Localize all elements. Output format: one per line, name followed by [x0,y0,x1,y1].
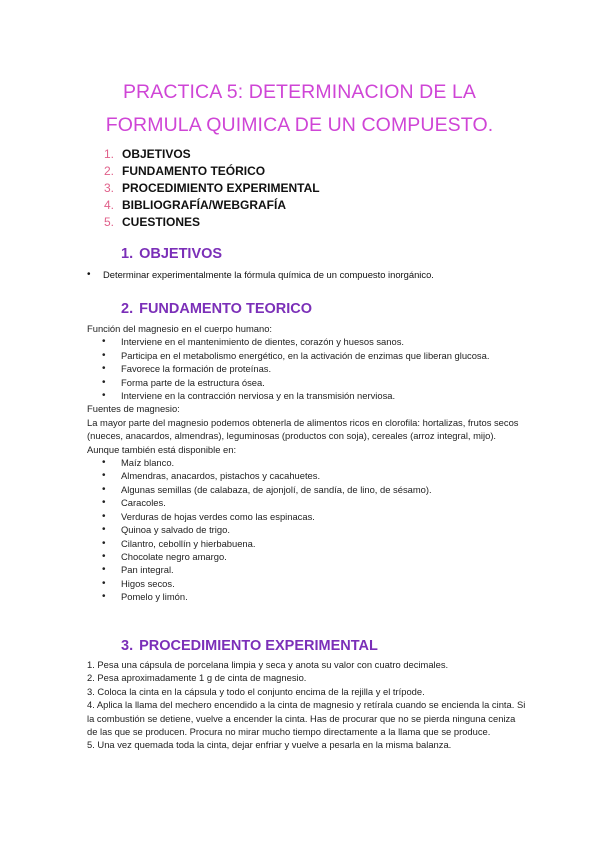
fundamento-body [87,322,527,604]
list-item: • Chocolate negro amargo. [87,550,527,563]
list-item: • Caracoles. [87,496,527,509]
list-item: • Participa en el metabolismo energético, en la activación de enzimas que liberan glucosa. [87,349,527,362]
section-heading-procedimiento [121,638,378,654]
title-line-2: FORMULA QUIMICA DE UN COMPUESTO. [105,114,494,136]
list-item: • Pan integral. [87,563,527,576]
toc-number: 2. [104,164,115,178]
toc-item [104,197,320,214]
toc-label: FUNDAMENTO TEÓRICO [122,164,266,178]
functions-intro: Función del magnesio en el cuerpo humano: [87,323,273,334]
list-item: • Algunas semillas (de calabaza, de ajonjolí, de sandía, de lino, de sésamo). [87,483,527,496]
list-item: • Maíz blanco. [87,456,527,469]
section-number: 2. [121,301,134,317]
section-heading-objetivos [121,246,222,262]
objective-text: Determinar experimentalmente la fórmula química de un compuesto inorgánico. [103,269,434,280]
list-item: • Higos secos. [87,577,527,590]
list-item: • Verduras de hojas verdes como las espinacas. [87,510,527,523]
procedure-step: 3. Coloca la cinta en la cápsula y todo el conjunto encima de la rejilla y el trípode. [87,685,425,697]
toc-item [104,163,320,180]
toc-label: OBJETIVOS [122,147,191,161]
bullet-icon: • [87,269,91,280]
sources-label: Fuentes de magnesio: [87,403,180,415]
list-item: • Forma parte de la estructura ósea. [87,376,527,389]
procedure-step: 4. Aplica la llama del mechero encendido a la cinta de magnesio y retírala cuando se encienda la cinta. Si la combustión se detiene, vuelve a encender la cinta. Has de procurar que no se pierda ninguna ceniza de las que se producen. Procura no mirar mucho tiempo directamente a la llama que se produce. [87,699,526,738]
toc-label: CUESTIONES [122,215,201,229]
section-heading-label: PROCEDIMIENTO EXPERIMENTAL [139,638,378,654]
list-item: • Cilantro, cebollín y hierbabuena. [87,537,527,550]
toc-item [104,180,320,197]
toc-item [104,146,320,163]
foods-list [87,456,527,603]
procedure-step: 1. Pesa una cápsula de porcelana limpia y seca y anota su valor con cuatro decimales. [87,659,449,670]
toc-number: 1. [104,147,115,161]
list-item: • Pomelo y limón. [87,590,527,603]
toc-number: 3. [104,181,115,195]
list-item: • Quinoa y salvado de trigo. [87,523,527,536]
toc-number: 4. [104,198,115,212]
functions-list [87,335,527,402]
list-item: • Favorece la formación de proteínas. [87,362,527,375]
procedure-steps [87,658,527,752]
toc-label: PROCEDIMIENTO EXPERIMENTAL [122,181,320,195]
section-heading-label: OBJETIVOS [139,246,223,262]
toc-item [104,214,320,231]
list-item: • Almendras, anacardos, pistachos y cacahuetes. [87,469,527,482]
procedure-step: 5. Una vez quemada toda la cinta, dejar enfriar y vuelve a pesarla en la misma balanza. [87,739,452,751]
table-of-contents [104,146,320,231]
list-item: • Interviene en la contracción nerviosa y en la transmisión nerviosa. [87,389,527,402]
list-item: • Interviene en el mantenimiento de dientes, corazón y huesos sanos. [87,335,527,348]
section-number: 1. [121,246,134,262]
procedure-step: 2. Pesa aproximadamente 1 g de cinta de magnesio. [87,672,307,684]
title-line-1: PRACTICA 5: DETERMINACION DE LA [122,81,477,103]
section-heading-label: FUNDAMENTO TEORICO [139,301,313,317]
toc-number: 5. [104,215,115,229]
sources-paragraph: La mayor parte del magnesio podemos obtenerla de alimentos ricos en clorofila: hortalizas, frutos secos (nueces, anacardos, almendras), leguminosas (productos con soja), cereales (arroz integral, mijo). Aunque también está disponible en: [87,416,519,455]
document-title [0,76,599,142]
section-heading-fundamento [121,301,312,317]
toc-label: BIBLIOGRAFÍA/WEBGRAFÍA [122,198,286,212]
section-number: 3. [121,638,134,654]
